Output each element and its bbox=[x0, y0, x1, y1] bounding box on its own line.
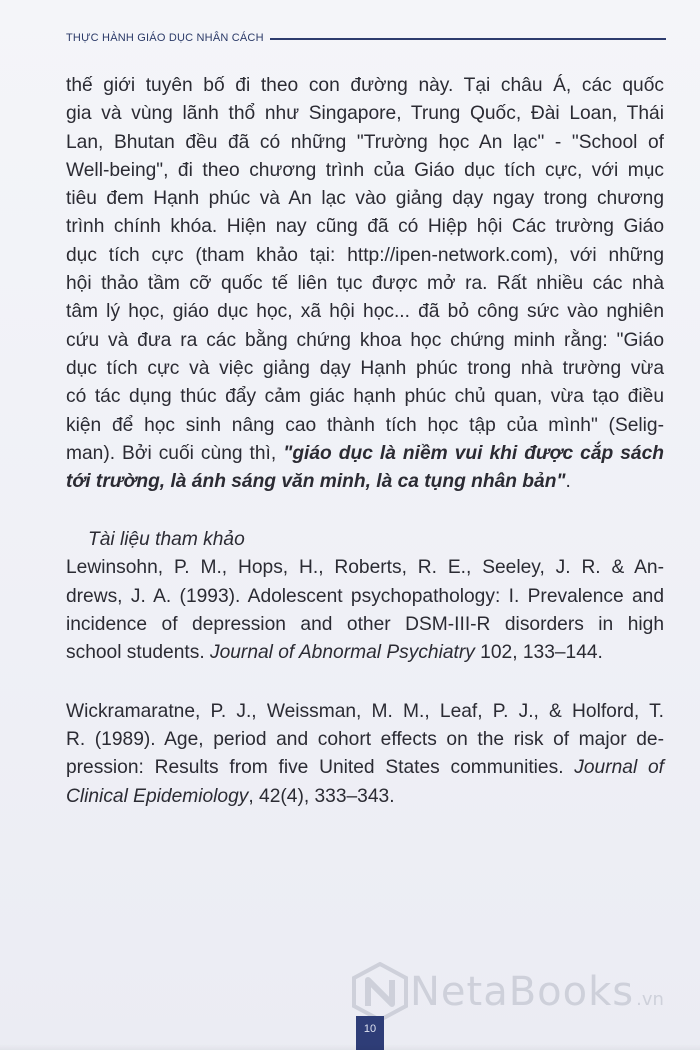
journal-title: Journal of Abnormal Psychiatry bbox=[210, 642, 475, 664]
paragraph-text: . bbox=[565, 471, 571, 493]
netabooks-watermark bbox=[352, 962, 664, 1022]
running-title: THỰC HÀNH GIÁO DỤC NHÂN CÁCH bbox=[66, 32, 264, 44]
body-paragraph bbox=[66, 72, 664, 496]
paragraph-line: có tác dụng thúc đẩy cảm giác hạnh phúc chủ quan, vừa tạo điều bbox=[66, 386, 664, 408]
reference-line bbox=[66, 754, 664, 782]
paragraph-line: dục tích cực (tham khảo tại: http://ipen-network.com), với những bbox=[66, 244, 664, 266]
watermark-brand: NetaBooks bbox=[410, 969, 635, 1015]
paragraph-line: kiện để học sinh nâng cao thành tích học tập của mình" (Selig- bbox=[66, 414, 664, 436]
emphasized-quote: "giáo dục là niềm vui khi được cắp sách bbox=[283, 442, 664, 464]
header-rule bbox=[270, 38, 666, 40]
reference-text: pression: Results from five United States communities. bbox=[66, 757, 575, 779]
references-heading: Tài liệu tham khảo bbox=[88, 529, 245, 551]
reference-line: Wickramaratne, P. J., Weissman, M. M., Leaf, P. J., & Holford, T. bbox=[66, 700, 664, 722]
emphasized-quote: tới trường, là ánh sáng văn minh, là ca tụng nhân bản" bbox=[66, 471, 566, 493]
paragraph-line: cứu và đưa ra các bằng chứng khoa học chứng minh rằng: "Giáo bbox=[66, 329, 664, 351]
reference-entry bbox=[66, 554, 664, 667]
reference-line bbox=[66, 783, 664, 811]
paragraph-line bbox=[66, 468, 664, 496]
journal-title: Clinical Epidemiology bbox=[66, 785, 249, 807]
paragraph-line: Lan, Bhutan đều đã có những "Trường học An lạc" - "School of bbox=[66, 131, 664, 153]
paragraph-line bbox=[66, 440, 664, 468]
reference-line: drews, J. A. (1993). Adolescent psychopathology: I. Prevalence and bbox=[66, 585, 664, 607]
journal-title: Journal of bbox=[574, 757, 664, 779]
reference-text: , 42(4), 333–343. bbox=[248, 785, 395, 807]
reference-entry bbox=[66, 698, 664, 811]
reference-line: Lewinsohn, P. M., Hops, H., Roberts, R. E., Seeley, J. R. & An- bbox=[66, 557, 664, 579]
watermark-suffix: .vn bbox=[636, 988, 664, 1010]
page-edge-shadow bbox=[0, 1044, 700, 1050]
reference-line bbox=[66, 639, 664, 667]
reference-text: school students. bbox=[66, 642, 210, 664]
paragraph-line: tiêu đem Hạnh phúc và An lạc vào giảng dạy ngay trong chương bbox=[66, 188, 664, 210]
reference-line: incidence of depression and other DSM-III-R disorders in high bbox=[66, 614, 664, 636]
paragraph-text: man). Bởi cuối cùng thì, bbox=[66, 442, 284, 464]
paragraph-line: thế giới tuyên bố đi theo con đường này. Tại châu Á, các quốc bbox=[66, 75, 664, 96]
reference-text: 102, 133–144. bbox=[474, 642, 603, 664]
running-header bbox=[66, 28, 666, 48]
paragraph-line: Well-being", đi theo chương trình của Giáo dục tích cực, với mục bbox=[66, 159, 664, 181]
netabooks-logo-icon bbox=[352, 962, 408, 1022]
paragraph-line: dục tích cực và việc giảng dạy Hạnh phúc trong nhà trường vừa bbox=[66, 357, 664, 379]
page-number-text: 10 bbox=[363, 1023, 377, 1035]
paragraph-line: hội thảo tầm cỡ quốc tế liên tục được mở ra. Rất nhiều các nhà bbox=[66, 273, 664, 295]
paragraph-line: gia và vùng lãnh thổ như Singapore, Trung Quốc, Đài Loan, Thái bbox=[66, 103, 664, 125]
reference-line: R. (1989). Age, period and cohort effects on the risk of major de- bbox=[66, 728, 664, 750]
page-body bbox=[66, 72, 664, 811]
paragraph-line: trình chính khóa. Hiện nay cũng đã có Hiệp hội Các trường Giáo bbox=[66, 216, 664, 238]
paragraph-line: tâm lý học, giáo dục học, xã hội học... đã bỏ công sức vào nghiên bbox=[66, 301, 664, 323]
